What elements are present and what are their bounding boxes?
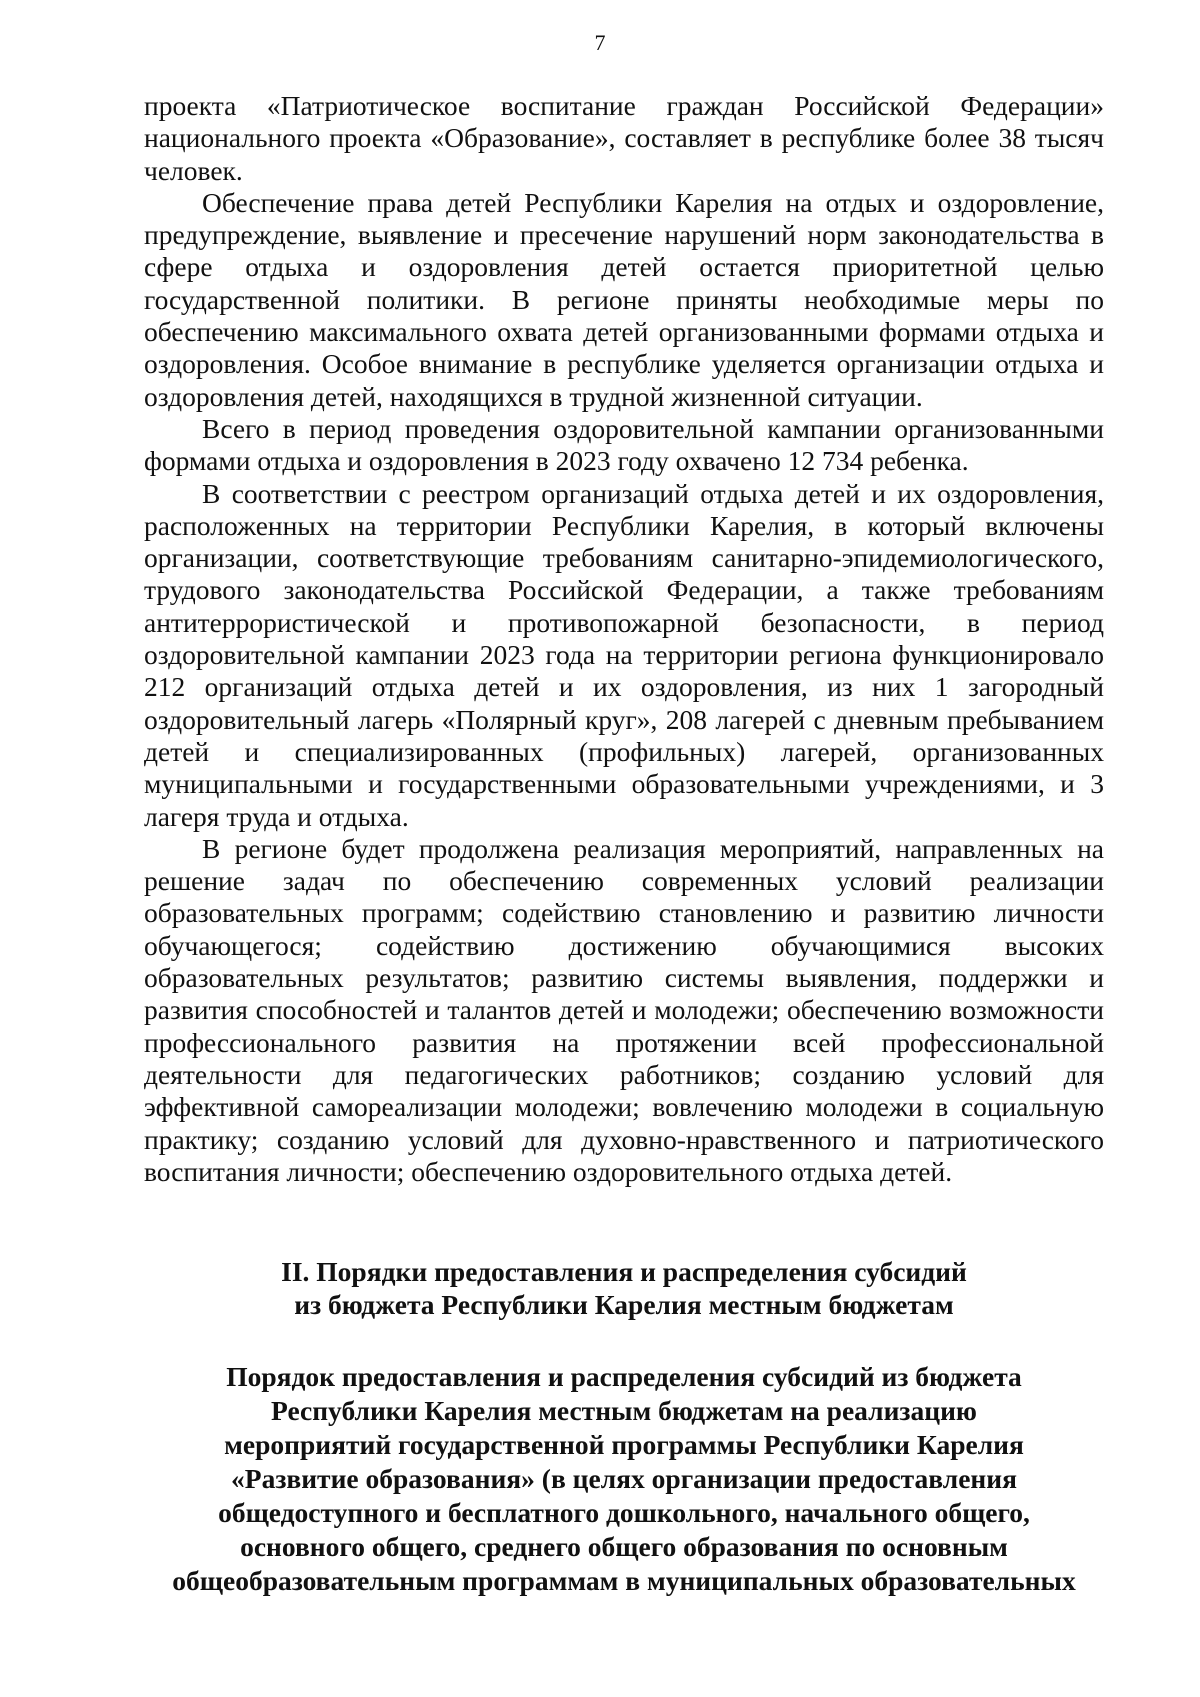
subsection-heading-line: Республики Карелия местным бюджетам на реализацию bbox=[271, 1395, 977, 1426]
paragraph-planned-measures: В регионе будет продолжена реализация мероприятий, направленных на решение задач по обеспечению современных условий реализации образовательных программ; содействию становлению и развитию личности обучающегося; содействию достижению обучающимися высоких образовательных результатов; развитию системы выявления, поддержки и развития способностей и талантов детей и молодежи; обеспечению возможности профессионального развития на протяжении всей профессиональной деятельности для педагогических работников; созданию условий для эффективной самореализации молодежи; вовлечению молодежи в социальную практику; созданию условий для духовно-нравственного и патриотического воспитания личности; обеспечению оздоровительного отдыха детей. bbox=[144, 832, 1104, 1187]
section-heading bbox=[144, 1255, 1104, 1321]
page-number: 7 bbox=[594, 30, 606, 55]
section-heading-line: из бюджета Республики Карелия местным бюджетам bbox=[294, 1289, 954, 1320]
subsection-heading bbox=[144, 1360, 1104, 1598]
paragraph-organizations-registry: В соответствии с реестром организаций отдыха детей и их оздоровления, расположенных на территории Республики Карелия, в который включены организации, соответствующие требованиям санитарно-эпидемиологического, трудового законодательства Российской Федерации, а также требованиям антитеррористической и противопожарной безопасности, в период оздоровительной кампании 2023 года на территории региона функционировало 212 организаций отдыха детей и их оздоровления, из них 1 загородный оздоровительный лагерь «Полярный круг», 208 лагерей с дневным пребыванием детей и специализированных (профильных) лагерей, организованных муниципальными и государственными образовательными учреждениями, и 3 лагеря труда и отдыха. bbox=[144, 477, 1104, 832]
subsection-heading-line: мероприятий государственной программы Республики Карелия bbox=[224, 1429, 1024, 1460]
subsection-heading-line: общедоступного и бесплатного дошкольного, начального общего, bbox=[218, 1497, 1030, 1528]
body-text bbox=[144, 90, 1104, 1188]
paragraph-children-rest-rights: Обеспечение права детей Республики Карелия на отдых и оздоровление, предупреждение, выявление и пресечение нарушений норм законодательства в сфере отдыха и оздоровления детей остается приоритетной целью государственной политики. В регионе приняты необходимые меры по обеспечению максимального охвата детей организованными формами отдыха и оздоровления. Особое внимание в республике уделяется организации отдыха и оздоровления детей, находящихся в трудной жизненной ситуации. bbox=[144, 186, 1104, 412]
subsection-heading-line: Порядок предоставления и распределения субсидий из бюджета bbox=[226, 1361, 1022, 1392]
subsection-heading-line: основного общего, среднего общего образования по основным bbox=[240, 1531, 1008, 1562]
paragraph-continuation: проекта «Патриотическое воспитание граждан Российской Федерации» национального проекта «Образование», составляет в республике более 38 тысяч человек. bbox=[144, 90, 1104, 186]
paragraph-campaign-coverage: Всего в период проведения оздоровительной кампании организованными формами отдыха и оздоровления в 2023 году охвачено 12 734 ребенка. bbox=[144, 412, 1104, 477]
subsection-heading-line: «Развитие образования» (в целях организации предоставления bbox=[231, 1463, 1017, 1494]
subsection-heading-line: общеобразовательным программам в муниципальных образовательных bbox=[172, 1565, 1076, 1596]
section-heading-line: II. Порядки предоставления и распределения субсидий bbox=[281, 1256, 967, 1287]
